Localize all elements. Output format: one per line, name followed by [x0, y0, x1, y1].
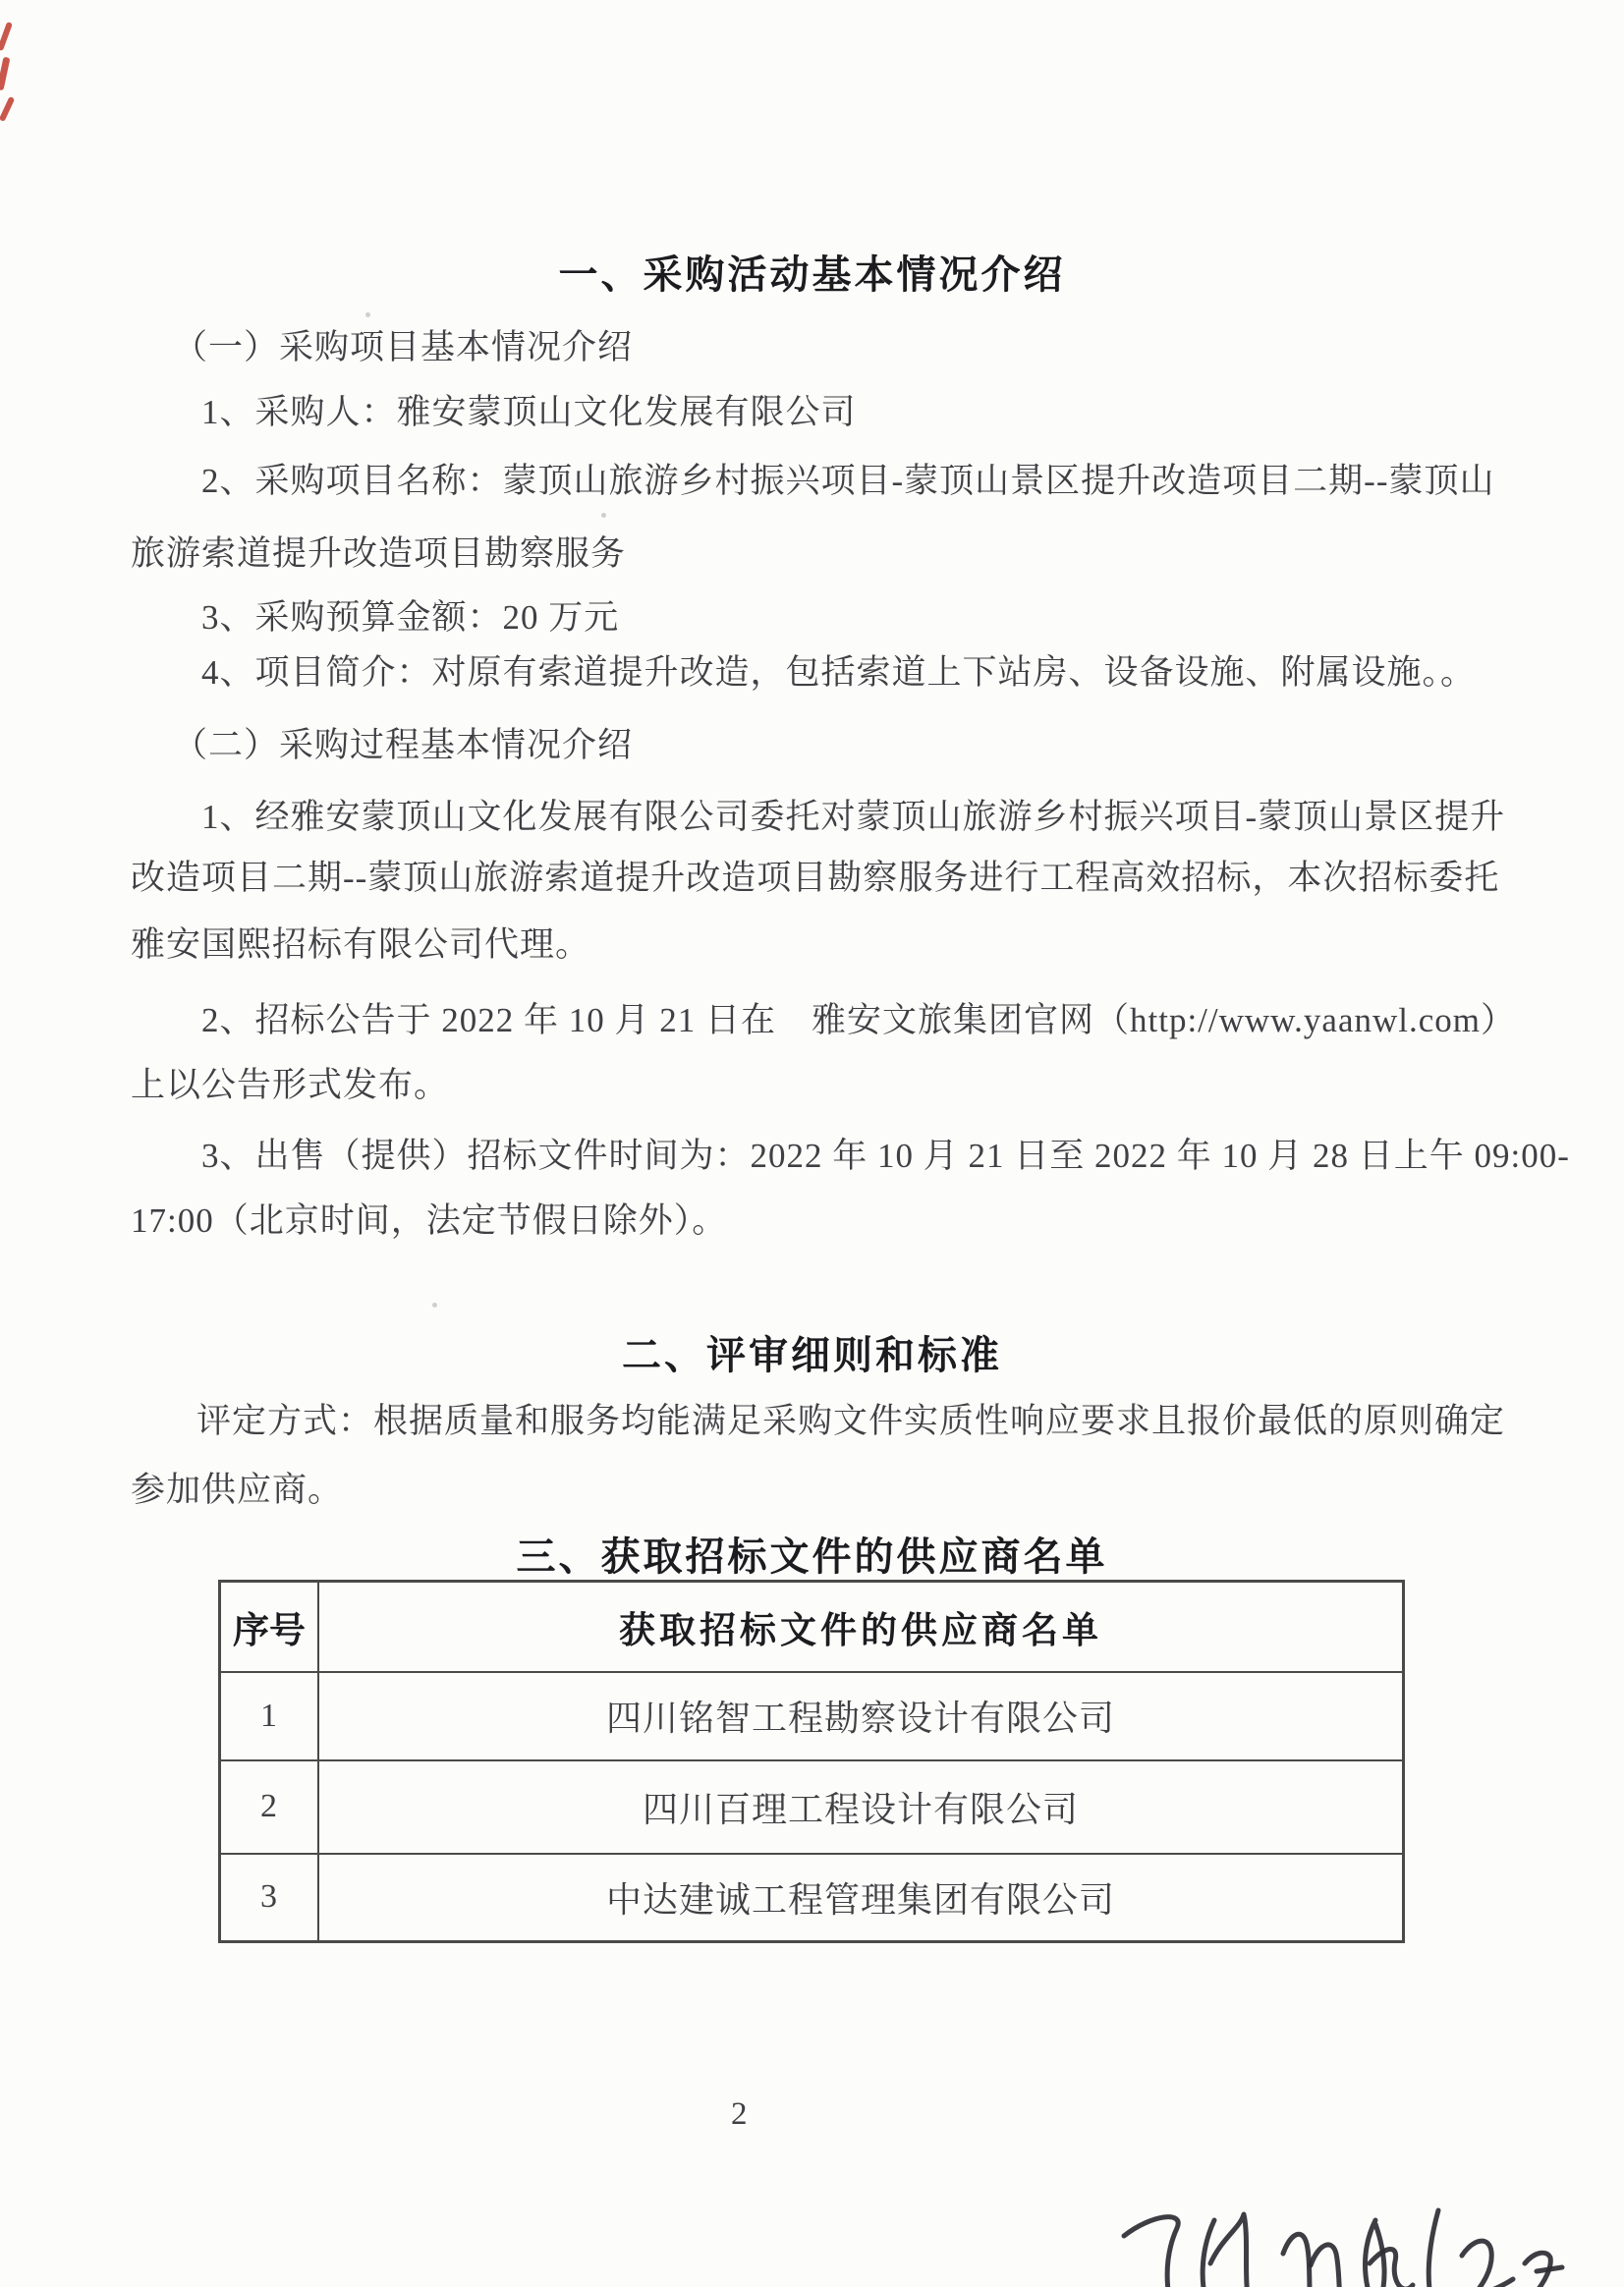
process-para1-line-2: 改造项目二期--蒙顶山旅游索道提升改造项目勘察服务进行工程高效招标，本次招标委托: [131, 859, 1500, 897]
column-header-index: 序号: [220, 1582, 319, 1672]
announcement-line-2: 上以公告形式发布。: [131, 1066, 450, 1104]
table-row: [220, 1672, 1404, 1760]
row-index: 3: [220, 1854, 319, 1942]
evaluation-line-2: 参加供应商。: [131, 1471, 344, 1509]
process-para1-line-3: 雅安国熙招标有限公司代理。: [131, 925, 591, 964]
project-name-line-2: 旅游索道提升改造项目勘察服务: [131, 534, 627, 573]
budget-line: 3、采购预算金额：20 万元: [201, 598, 620, 637]
evaluation-line-1: 评定方式：根据质量和服务均能满足采购文件实质性响应要求且报价最低的原则确定: [196, 1402, 1506, 1440]
sale-time-line-2: 17:00（北京时间，法定节假日除外）。: [131, 1201, 728, 1240]
scan-speck: [432, 1303, 437, 1308]
project-name-line-1: 2、采购项目名称：蒙顶山旅游乡村振兴项目-蒙顶山景区提升改造项目二期--蒙顶山: [201, 462, 1495, 500]
red-pen-mark: [0, 57, 10, 91]
row-index: 2: [220, 1760, 319, 1854]
scan-speck: [601, 513, 606, 518]
red-pen-mark: [0, 96, 15, 122]
column-header-supplier-list: 获取招标文件的供应商名单: [318, 1582, 1404, 1672]
supplier-table: [218, 1580, 1405, 1943]
sale-time-line-1: 3、出售（提供）招标文件时间为：2022 年 10 月 21 日至 2022 年 10 月 28 日上午 09:00-: [201, 1137, 1570, 1175]
table-row: [220, 1854, 1404, 1942]
red-pen-mark: [0, 22, 13, 51]
announcement-line-1: 2、招标公告于 2022 年 10 月 21 日在 雅安文旅集团官网（http://www.yaanwl.com）: [201, 1001, 1517, 1039]
purchaser-line: 1、采购人：雅安蒙顶山文化发展有限公司: [201, 393, 857, 431]
section3-heading: 三、获取招标文件的供应商名单: [516, 1535, 1108, 1579]
section2-heading: 二、评审细则和标准: [622, 1334, 1002, 1377]
project-brief-line: 4、项目简介：对原有索道提升改造，包括索道上下站房、设备设施、附属设施。。: [201, 653, 1477, 692]
table-row: [220, 1760, 1404, 1854]
table-header-row: [220, 1582, 1404, 1672]
supplier-name: 四川百理工程设计有限公司: [318, 1760, 1404, 1854]
handwritten-signature: [1108, 2195, 1609, 2287]
process-para1-line-1: 1、经雅安蒙顶山文化发展有限公司委托对蒙顶山旅游乡村振兴项目-蒙顶山景区提升: [201, 798, 1506, 836]
section1-heading: 一、采购活动基本情况介绍: [558, 253, 1066, 297]
scan-speck: [365, 312, 370, 317]
page-number: 2: [731, 2096, 748, 2132]
sub-heading-2: （二）采购过程基本情况介绍: [173, 726, 634, 764]
supplier-name: 中达建诚工程管理集团有限公司: [318, 1854, 1404, 1942]
signature-ink-strokes: [1108, 2195, 1609, 2287]
row-index: 1: [220, 1672, 319, 1760]
sub-heading-1: （一）采购项目基本情况介绍: [173, 328, 634, 366]
supplier-name: 四川铭智工程勘察设计有限公司: [318, 1672, 1404, 1760]
